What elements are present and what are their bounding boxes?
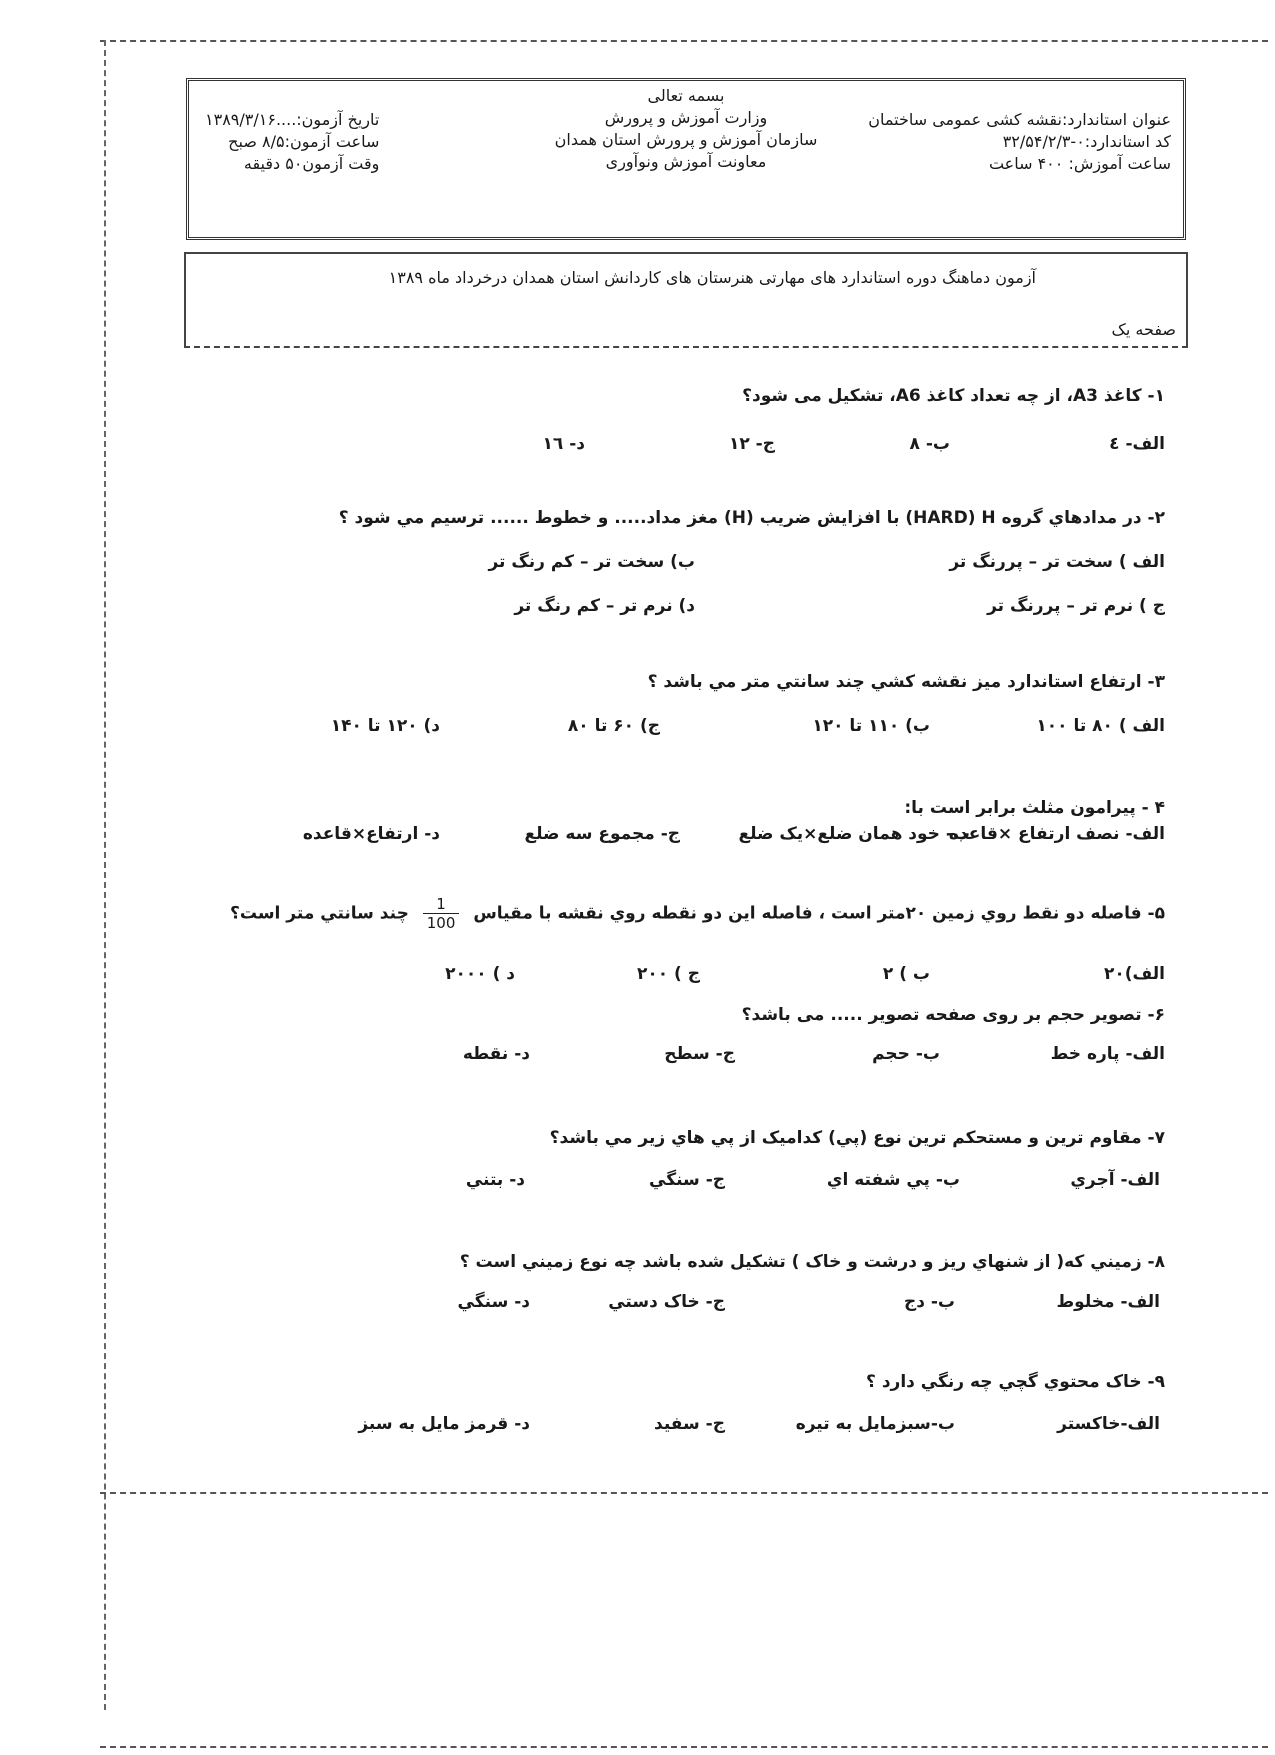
exam-duration: وقت آزمون۵۰ دقیقه xyxy=(243,154,380,173)
q2-option-b: ب) سخت تر – کم رنگ تر xyxy=(488,552,695,572)
q8-option-b: ب- دج xyxy=(903,1292,955,1312)
q5-option-a: الف)۲۰ xyxy=(1104,964,1165,984)
header-left xyxy=(205,109,379,175)
bismillah: بسمه تعالی xyxy=(647,86,725,105)
q5-text-after: چند سانتي متر است؟ xyxy=(229,903,409,924)
q1-option-d: د- ١٦ xyxy=(542,434,585,454)
q6-option-c: ج- سطح xyxy=(664,1044,735,1064)
q7-option-c: ج- سنگي xyxy=(649,1170,725,1190)
header-right xyxy=(868,109,1171,175)
q1-option-b: ب- ٨ xyxy=(909,434,950,454)
standard-code: کد استاندارد:۰-۳۲/۵۴/۲/۳ xyxy=(1002,132,1171,151)
exam-time: ساعت آزمون:۸/۵ صبح xyxy=(228,132,380,151)
q8-option-a: الف- مخلوط xyxy=(1056,1292,1160,1312)
deputy-name: معاونت آموزش ونوآوری xyxy=(605,152,767,171)
exam-date: تاریخ آزمون:....۱۳۸۹/۳/۱۶ xyxy=(205,110,380,129)
q3-option-b: ب) ۱۱۰ تا ۱۲۰ xyxy=(812,716,930,736)
q5-text-before: ۵- فاصله دو نقط روي زمين ۲۰متر است ، فاصله اين دو نقطه روي نقشه با مقياس xyxy=(473,903,1165,924)
q6-option-a: الف- پاره خط xyxy=(1050,1044,1165,1064)
question-6: ۶- تصویر حجم بر روی صفحه تصویر ..... می باشد؟ xyxy=(741,1005,1165,1025)
exam-title: آزمون دماهنگ دوره استاندارد های مهارتی هنرستان های کاردانش استان همدان درخرداد ماه ۱۳۸۹ xyxy=(388,268,1036,287)
q9-option-a: الف-خاکستر xyxy=(1057,1414,1160,1434)
page-frame-bottom xyxy=(100,1746,1268,1748)
q3-option-a: الف ) ۸۰ تا ۱۰۰ xyxy=(1036,716,1165,736)
scale-fraction xyxy=(423,895,460,932)
exam-header xyxy=(186,78,1186,240)
q6-option-d: د- نقطه xyxy=(462,1044,530,1064)
question-9: ۹- خاک محتوي گچي چه رنگي دارد ؟ xyxy=(866,1372,1165,1392)
standard-title: عنوان استاندارد:نقشه کشی عمومی ساختمان xyxy=(868,110,1171,129)
question-3: ۳- ارتفاع استاندارد ميز نقشه کشي چند سانتي متر مي باشد ؟ xyxy=(647,672,1165,692)
q6-option-b: ب- حجم xyxy=(872,1044,940,1064)
q5-option-c: ج ) ۲۰۰ xyxy=(637,964,700,984)
q2-option-a: الف ) سخت تر – پررنگ تر xyxy=(949,552,1165,572)
q4-option-b: ب- خود همان ضلع×یک ضلع xyxy=(738,824,970,844)
question-1: ۱- کاغذ A3، از چه تعداد کاغذ A6، تشکیل می شود؟ xyxy=(742,386,1165,406)
q7-option-a: الف- آجري xyxy=(1070,1170,1160,1190)
scale-denominator: 100 xyxy=(426,914,456,932)
scale-numerator: 1 xyxy=(423,895,460,914)
q4-option-d: د- ارتفاع×قاعده xyxy=(302,824,440,844)
q8-option-c: ج- خاک دستي xyxy=(608,1292,725,1312)
q4-option-c: ج- مجموع سه ضلع xyxy=(524,824,680,844)
question-7: ۷- مقاوم ترين و مستحکم ترين نوع (پي) کداميک از پي هاي زير مي باشد؟ xyxy=(549,1128,1165,1148)
organization-name: سازمان آموزش و پرورش استان همدان xyxy=(554,130,818,149)
q4-option-a: الف- نصف ارتفاع ×قاعده xyxy=(948,824,1165,844)
training-hours: ساعت آموزش: ۴۰۰ ساعت xyxy=(988,154,1171,173)
content-bottom-rule xyxy=(100,1492,1268,1494)
q3-option-d: د) ۱۲۰ تا ۱۴۰ xyxy=(330,716,440,736)
q5-option-b: ب ) ۲ xyxy=(882,964,930,984)
q5-option-d: د ) ۲۰۰۰ xyxy=(445,964,515,984)
q7-option-d: د- بتني xyxy=(465,1170,525,1190)
q2-option-d: د) نرم تر – کم رنگ تر xyxy=(514,596,695,616)
page-frame-top xyxy=(100,40,1268,42)
q1-option-c: ج- ١٢ xyxy=(729,434,775,454)
q9-option-c: ج- سفيد xyxy=(654,1414,725,1434)
q3-option-c: ج) ۶۰ تا ۸۰ xyxy=(567,716,660,736)
ministry-name: وزارت آموزش و پرورش xyxy=(604,108,768,127)
q7-option-b: ب- پي شفته اي xyxy=(826,1170,960,1190)
question-5 xyxy=(230,895,1165,932)
page-frame-left xyxy=(104,40,106,1710)
q8-option-d: د- سنگي xyxy=(457,1292,530,1312)
q9-option-b: ب-سبزمايل به تيره xyxy=(795,1414,955,1434)
q2-option-c: ج ) نرم تر – پررنگ تر xyxy=(987,596,1165,616)
question-2: ۲- در مدادهاي گروه HARD) H) با افزايش ضريب (H) مغز مداد..... و خطوط ...... ترسيم مي شود ؟ xyxy=(338,508,1165,528)
page-label: صفحه یک xyxy=(1111,320,1176,339)
q1-option-a: الف- ٤ xyxy=(1109,434,1165,454)
question-4: ۴ - پیرامون مثلث برابر است با: xyxy=(904,798,1165,818)
q9-option-d: د- قرمز مايل به سبز xyxy=(358,1414,530,1434)
question-8: ۸- زميني که( از شنهاي ريز و درشت و خاک ) تشکيل شده باشد چه نوع زميني است ؟ xyxy=(459,1252,1165,1272)
exam-info-box xyxy=(184,252,1188,348)
